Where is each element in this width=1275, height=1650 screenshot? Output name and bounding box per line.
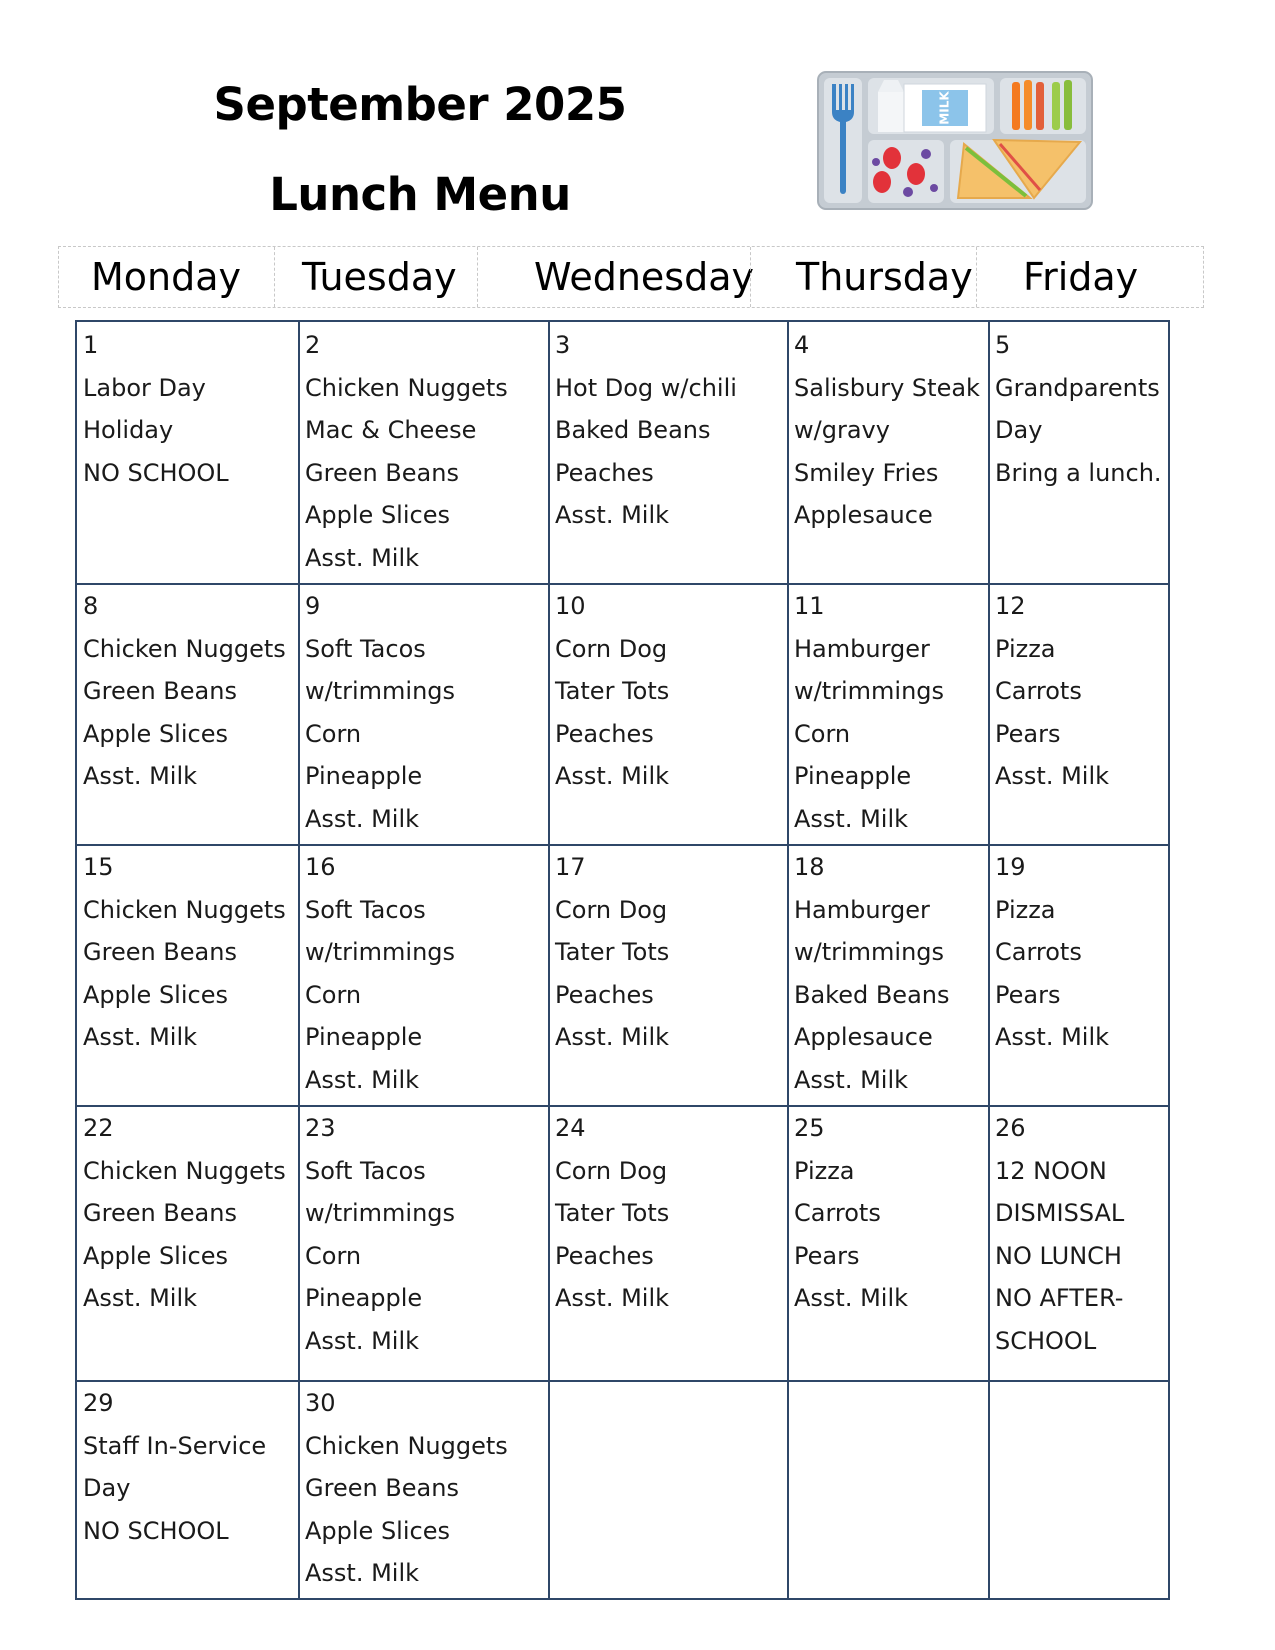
- weekday-wednesday: Wednesday: [534, 255, 755, 299]
- day-number: 18: [794, 853, 825, 881]
- menu-item: Pizza: [794, 1156, 855, 1185]
- day-number: 23: [305, 1114, 336, 1142]
- menu-item: Asst. Milk: [305, 1559, 420, 1587]
- menu-item: Staff In-Service: [83, 1431, 267, 1460]
- menu-item: Tater Tots: [555, 1199, 670, 1227]
- menu-item: Soft Tacos: [305, 895, 426, 924]
- menu-day-cell: [305, 846, 455, 1101]
- menu-item: Chicken Nuggets: [83, 634, 286, 663]
- page-subtitle: Lunch Menu: [269, 168, 571, 221]
- menu-item: Tater Tots: [555, 938, 670, 966]
- menu-day-cell: [305, 585, 455, 840]
- milk-label: MILK: [937, 91, 952, 125]
- menu-item: Pineapple: [305, 1284, 423, 1312]
- menu-item: NO LUNCH: [995, 1241, 1122, 1270]
- menu-day-cell: [794, 1107, 908, 1320]
- weekday-friday: Friday: [1023, 255, 1139, 299]
- menu-day-cell: [555, 846, 669, 1059]
- menu-item: Corn Dog: [555, 1156, 668, 1185]
- menu-item: Peaches: [555, 1241, 654, 1270]
- menu-day-cell: [555, 324, 737, 537]
- day-number: 3: [555, 331, 571, 359]
- menu-calendar-grid: [75, 320, 1170, 1600]
- menu-item: Apple Slices: [83, 1241, 228, 1270]
- menu-item: Chicken Nuggets: [83, 1156, 286, 1185]
- menu-item: Asst. Milk: [794, 1284, 909, 1312]
- menu-item: Pears: [995, 980, 1061, 1009]
- menu-item: Carrots: [995, 938, 1082, 966]
- menu-day-cell: [83, 1382, 266, 1552]
- menu-item: Hamburger: [794, 634, 930, 663]
- menu-item: Corn: [305, 1241, 362, 1270]
- day-number: 5: [995, 331, 1011, 359]
- menu-day-cell: [305, 1382, 508, 1595]
- menu-item: w/gravy: [794, 416, 890, 444]
- menu-item: Pineapple: [794, 762, 912, 790]
- menu-item: Corn Dog: [555, 634, 668, 663]
- menu-item: Pizza: [995, 895, 1056, 924]
- page-title: September 2025: [213, 78, 627, 131]
- menu-item: Applesauce: [794, 501, 933, 529]
- menu-item: Applesauce: [794, 1023, 933, 1051]
- menu-item: Chicken Nuggets: [305, 1431, 508, 1460]
- menu-item: Asst. Milk: [555, 1284, 670, 1312]
- menu-item: Asst. Milk: [305, 804, 420, 833]
- day-number: 8: [83, 592, 99, 620]
- menu-item: Asst. Milk: [555, 1023, 670, 1051]
- menu-item: w/trimmings: [305, 677, 456, 705]
- menu-item: DISMISSAL: [995, 1199, 1125, 1227]
- menu-item: Hamburger: [794, 895, 930, 924]
- menu-item: Green Beans: [305, 1474, 459, 1502]
- menu-item: Labor Day: [83, 373, 206, 402]
- menu-item: Smiley Fries: [794, 458, 939, 487]
- menu-item: Asst. Milk: [555, 762, 670, 790]
- weekday-monday: Monday: [91, 255, 242, 299]
- menu-item: Corn: [305, 719, 362, 748]
- menu-item: Asst. Milk: [83, 762, 198, 790]
- menu-item: Salisbury Steak: [794, 373, 980, 402]
- menu-item: Asst. Milk: [305, 1326, 420, 1355]
- menu-item: NO SCHOOL: [83, 1516, 229, 1545]
- day-number: 1: [83, 331, 99, 359]
- menu-day-cell: [305, 1107, 455, 1362]
- menu-day-cell: [794, 324, 980, 537]
- menu-item: Bring a lunch.: [995, 458, 1162, 487]
- menu-item: Asst. Milk: [83, 1023, 198, 1051]
- day-number: 29: [83, 1389, 114, 1417]
- menu-item: Holiday: [83, 416, 174, 444]
- menu-item: Day: [995, 416, 1043, 444]
- weekday-tuesday: Tuesday: [302, 255, 457, 299]
- day-number: 25: [794, 1114, 825, 1142]
- lunch-tray-icon: [816, 70, 1094, 211]
- day-number: 12: [995, 592, 1026, 620]
- menu-item: Apple Slices: [83, 980, 228, 1009]
- menu-item: Asst. Milk: [83, 1284, 198, 1312]
- menu-day-cell: [995, 1107, 1124, 1362]
- menu-item: Asst. Milk: [995, 762, 1110, 790]
- menu-item: Pineapple: [305, 1023, 423, 1051]
- day-number: 30: [305, 1389, 336, 1417]
- menu-item: Green Beans: [83, 1199, 237, 1227]
- menu-item: Corn Dog: [555, 895, 668, 924]
- menu-item: w/trimmings: [794, 938, 945, 966]
- menu-item: Corn: [305, 980, 362, 1009]
- menu-item: Pears: [794, 1241, 860, 1270]
- menu-item: Mac & Cheese: [305, 416, 477, 444]
- weekday-header: [58, 246, 1204, 308]
- menu-day-cell: [83, 846, 286, 1059]
- menu-item: Apple Slices: [305, 501, 450, 529]
- menu-day-cell: [995, 585, 1109, 798]
- weekday-thursday: Thursday: [796, 255, 973, 299]
- menu-item: Peaches: [555, 458, 654, 487]
- menu-item: Peaches: [555, 719, 654, 748]
- menu-item: NO AFTER-: [995, 1284, 1124, 1312]
- menu-item: Hot Dog w/chili: [555, 373, 737, 402]
- menu-item: Asst. Milk: [305, 1065, 420, 1094]
- menu-day-cell: [555, 1107, 669, 1320]
- menu-item: Chicken Nuggets: [305, 373, 508, 402]
- menu-item: Pizza: [995, 634, 1056, 663]
- menu-item: Asst. Milk: [794, 804, 909, 833]
- menu-item: Asst. Milk: [305, 543, 420, 572]
- day-number: 4: [794, 331, 810, 359]
- menu-day-cell: [305, 324, 508, 579]
- menu-item: Pineapple: [305, 762, 423, 790]
- menu-item: w/trimmings: [305, 1199, 456, 1227]
- day-number: 22: [83, 1114, 114, 1142]
- day-number: 16: [305, 853, 336, 881]
- menu-item: Peaches: [555, 980, 654, 1009]
- menu-item: Green Beans: [83, 938, 237, 966]
- day-number: 19: [995, 853, 1026, 881]
- menu-item: Asst. Milk: [794, 1065, 909, 1094]
- day-number: 15: [83, 853, 114, 881]
- day-number: 17: [555, 853, 586, 881]
- menu-item: Soft Tacos: [305, 1156, 426, 1185]
- day-number: 11: [794, 592, 825, 620]
- menu-item: Soft Tacos: [305, 634, 426, 663]
- menu-item: Green Beans: [305, 458, 459, 487]
- day-number: 9: [305, 592, 321, 620]
- menu-item: SCHOOL: [995, 1326, 1097, 1355]
- menu-day-cell: [794, 846, 950, 1101]
- menu-day-cell: [995, 324, 1162, 494]
- menu-item: Baked Beans: [794, 980, 950, 1009]
- menu-item: Asst. Milk: [995, 1023, 1110, 1051]
- menu-day-cell: [555, 585, 669, 798]
- menu-item: Day: [83, 1474, 131, 1502]
- menu-day-cell: [83, 324, 229, 494]
- menu-item: Apple Slices: [305, 1516, 450, 1545]
- day-number: 24: [555, 1114, 586, 1142]
- menu-item: Tater Tots: [555, 677, 670, 705]
- menu-day-cell: [83, 1107, 286, 1320]
- menu-item: Chicken Nuggets: [83, 895, 286, 924]
- menu-item: NO SCHOOL: [83, 458, 229, 487]
- menu-day-cell: [995, 846, 1109, 1059]
- day-number: 2: [305, 331, 321, 359]
- menu-item: Carrots: [794, 1199, 881, 1227]
- menu-item: Green Beans: [83, 677, 237, 705]
- menu-item: Pears: [995, 719, 1061, 748]
- menu-item: Baked Beans: [555, 416, 711, 444]
- menu-item: Asst. Milk: [555, 501, 670, 529]
- menu-day-cell: [794, 585, 944, 840]
- menu-item: Grandparents: [995, 373, 1160, 402]
- menu-item: w/trimmings: [794, 677, 945, 705]
- menu-item: Apple Slices: [83, 719, 228, 748]
- menu-item: w/trimmings: [305, 938, 456, 966]
- menu-item: Corn: [794, 719, 851, 748]
- menu-item: Carrots: [995, 677, 1082, 705]
- day-number: 10: [555, 592, 586, 620]
- menu-item: 12 NOON: [995, 1156, 1107, 1185]
- menu-day-cell: [83, 585, 286, 798]
- day-number: 26: [995, 1114, 1026, 1142]
